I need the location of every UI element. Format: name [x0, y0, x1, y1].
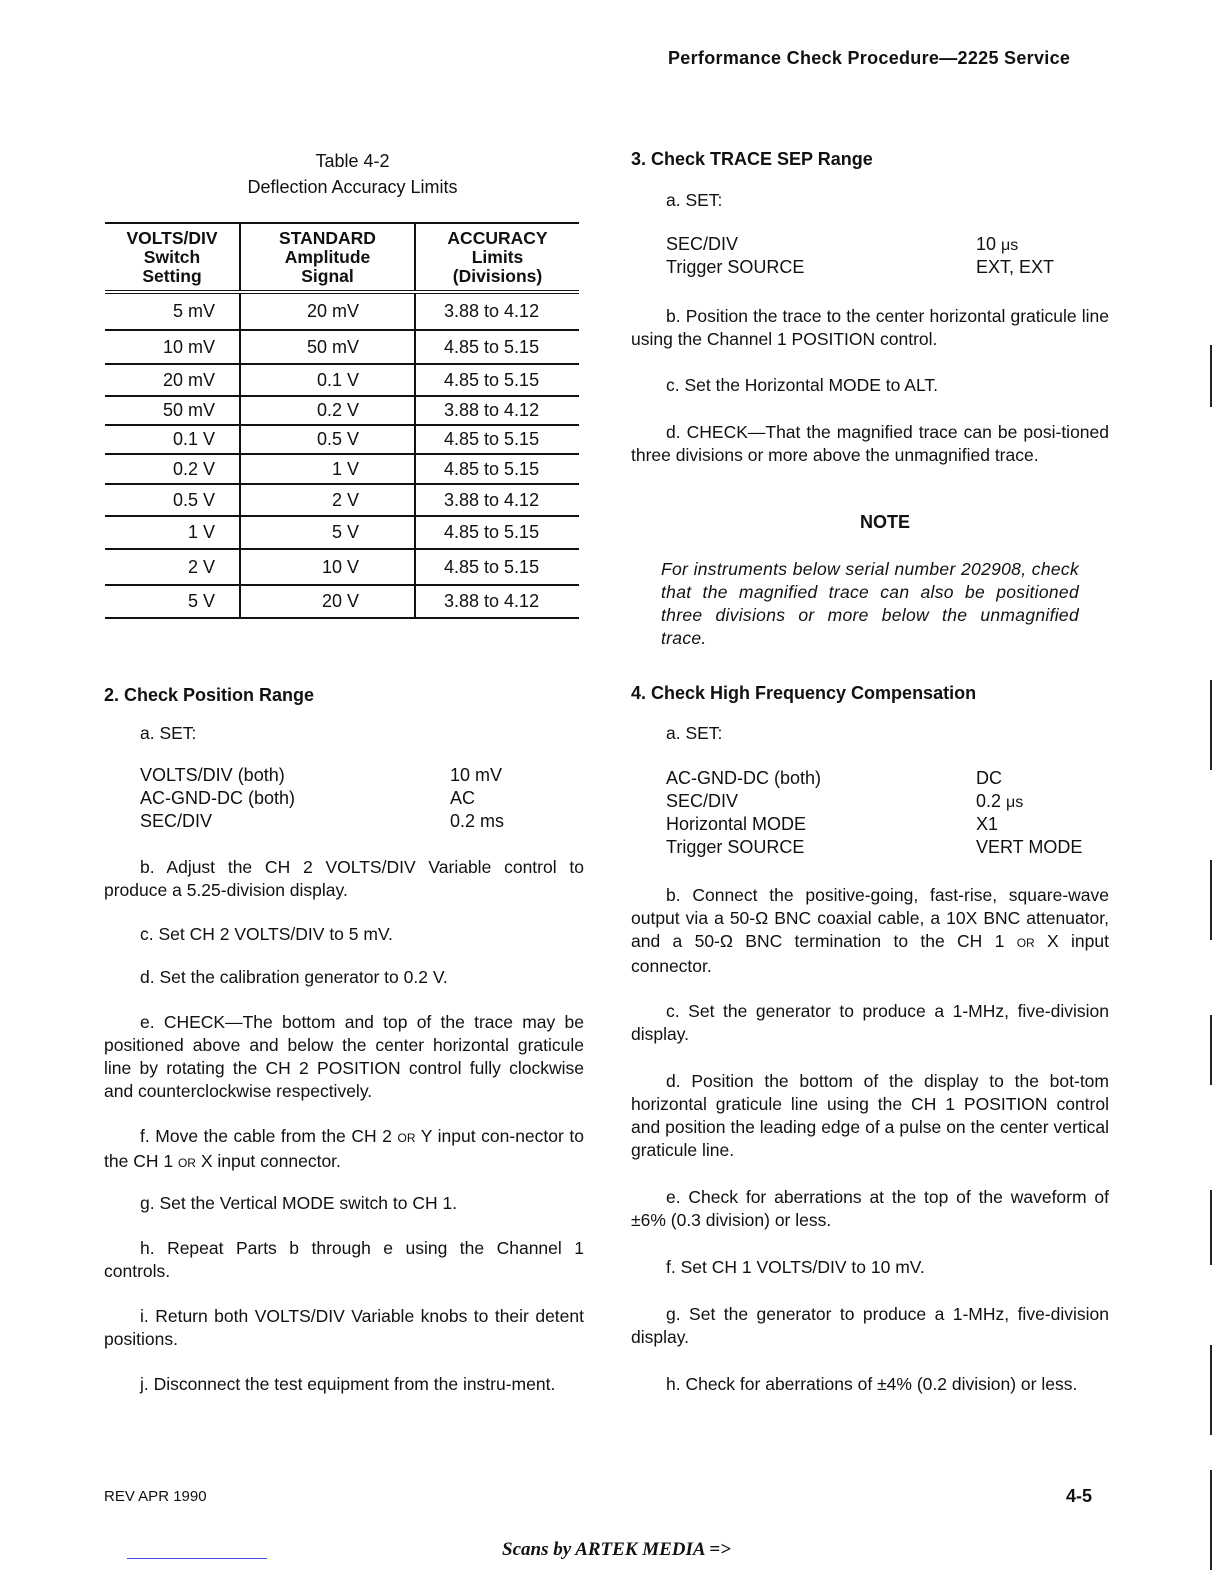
- column-header-standard: [240, 223, 415, 292]
- section-3-title: 3. Check TRACE SEP Range: [631, 149, 873, 169]
- table-row: [105, 454, 579, 484]
- table-cell: 0.2 V: [105, 454, 240, 484]
- table-cell: 0.5 V: [105, 484, 240, 516]
- scan-edge-mark: [1210, 680, 1212, 770]
- section-4-step-a: a. SET:: [666, 723, 723, 743]
- revision-date: REV APR 1990: [104, 1488, 207, 1505]
- table-cell: 0.5 V: [240, 425, 415, 454]
- table-cell: 1 V: [105, 516, 240, 549]
- step-f-text: X input connector.: [200, 1151, 341, 1171]
- table-number: Table 4-2: [315, 151, 390, 171]
- table-cell: 50 mV: [240, 330, 415, 364]
- section-2-step-j: j. Disconnect the test equipment from the instru-ment.: [140, 1374, 556, 1394]
- table-cell: 10 V: [240, 549, 415, 585]
- table-row: [105, 330, 579, 364]
- table-row: [105, 549, 579, 585]
- setting-value: AC: [450, 788, 476, 808]
- section-3-step-b: b. Position the trace to the center horizontal graticule line using the Channel 1 POSITION control.: [631, 306, 1109, 349]
- table-cell: 10 mV: [105, 330, 240, 364]
- section-2-step-f: [104, 1125, 584, 1175]
- header-line: Limits: [471, 247, 524, 267]
- table-row: [105, 484, 579, 516]
- step-b-text: X input connector.: [631, 931, 1109, 976]
- or-small-caps: OR: [1016, 936, 1035, 950]
- step-f-text: f. Move the cable from the CH 2: [140, 1126, 392, 1146]
- note-text: For instruments below serial number 202908, check that the magnified trace can also be positioned three divisions or more below the unmagnified trace.: [661, 559, 1079, 648]
- section-2-step-a: a. SET:: [140, 723, 197, 743]
- table-cell: 0.2 V: [240, 396, 415, 425]
- table-cell: 3.88 to 4.12: [415, 292, 579, 330]
- section-3-step-d: d. CHECK—That the magnified trace can be posi-tioned three divisions or more above the unmagnified trace.: [631, 422, 1109, 465]
- setting-row: [140, 764, 580, 787]
- column-header-accuracy: [415, 223, 579, 292]
- scans-credit: Scans by ARTEK MEDIA =>: [502, 1539, 731, 1560]
- value-number: 0.2: [976, 791, 1002, 811]
- setting-name: AC-GND-DC (both): [666, 768, 822, 788]
- table-cell: 20 mV: [105, 364, 240, 396]
- deflection-accuracy-table: [105, 222, 579, 619]
- setting-value: 10 mV: [450, 765, 503, 785]
- page-number: 4-5: [1066, 1486, 1093, 1506]
- header-line: VOLTS/DIV: [126, 228, 218, 248]
- table-caption: [190, 148, 515, 200]
- header-line: ACCURACY: [447, 228, 548, 248]
- setting-name: SEC/DIV: [666, 791, 739, 811]
- setting-value: [976, 790, 1023, 814]
- setting-name: AC-GND-DC (both): [140, 788, 296, 808]
- section-2-title: 2. Check Position Range: [104, 685, 315, 705]
- table-cell: 20 V: [240, 585, 415, 618]
- or-small-caps: OR: [177, 1156, 196, 1170]
- section-3-step-a: a. SET:: [666, 190, 723, 210]
- scan-edge-mark: [1210, 1345, 1212, 1435]
- table-cell: 5 V: [240, 516, 415, 549]
- section-2-step-h: h. Repeat Parts b through e using the Channel 1 controls.: [104, 1238, 584, 1281]
- section-2-step-b: b. Adjust the CH 2 VOLTS/DIV Variable control to produce a 5.25-division display.: [104, 857, 584, 900]
- section-2-step-c: c. Set CH 2 VOLTS/DIV to 5 mV.: [140, 924, 393, 944]
- setting-value: X1: [976, 814, 999, 834]
- table-title: Deflection Accuracy Limits: [247, 177, 458, 197]
- section-4-settings: [666, 767, 1106, 859]
- section-3-settings: [666, 233, 1106, 279]
- table-cell: 20 mV: [240, 292, 415, 330]
- table-cell: 5 mV: [105, 292, 240, 330]
- table-cell: 4.85 to 5.15: [415, 330, 579, 364]
- table-row: [105, 364, 579, 396]
- section-4-title: 4. Check High Frequency Compensation: [631, 683, 977, 703]
- table-cell: 0.1 V: [240, 364, 415, 396]
- scan-edge-mark: [1210, 1470, 1212, 1570]
- setting-name: SEC/DIV: [666, 234, 739, 254]
- table-row: [105, 585, 579, 618]
- table-row: [105, 516, 579, 549]
- header-line: Setting: [142, 266, 202, 286]
- setting-name: Trigger SOURCE: [666, 837, 805, 857]
- section-4-step-d: d. Position the bottom of the display to the bot-tom horizontal graticule line using the CH 1 POSITION control and position the leading edge of a pulse on the center vertical graticule line.: [631, 1071, 1109, 1160]
- step-f-text: Y input con-nector to the CH 1: [104, 1126, 584, 1171]
- table-cell: 0.1 V: [105, 425, 240, 454]
- section-4-step-g: g. Set the generator to produce a 1-MHz, five-division display.: [631, 1304, 1109, 1347]
- setting-row: [666, 813, 1106, 836]
- table-cell: 4.85 to 5.15: [415, 364, 579, 396]
- table-header-row: [105, 223, 579, 292]
- setting-row: [666, 767, 1106, 790]
- header-line: Amplitude: [284, 247, 371, 267]
- scan-edge-mark: [1210, 1190, 1212, 1265]
- table-cell: 4.85 to 5.15: [415, 516, 579, 549]
- or-small-caps: OR: [397, 1131, 416, 1145]
- setting-row: [666, 233, 1106, 256]
- value-unit: μs: [1001, 237, 1019, 254]
- setting-row: [140, 787, 580, 810]
- value-unit: μs: [1006, 794, 1024, 811]
- step-b-text: b. Connect the positive-going, fast-rise, square-wave output via a 50-Ω BNC coaxial cable, a 10X BNC attenuator, and a 50-Ω BNC termination to the CH 1: [631, 885, 1109, 951]
- table-cell: 5 V: [105, 585, 240, 618]
- table-cell: 4.85 to 5.15: [415, 454, 579, 484]
- table-cell: 2 V: [105, 549, 240, 585]
- header-line: Switch: [143, 247, 201, 267]
- setting-row: [666, 256, 1106, 279]
- underline-divider: [127, 1558, 267, 1559]
- section-2-step-e: e. CHECK—The bottom and top of the trace may be positioned above and below the center horizontal graticule line by rotating the CH 2 POSITION control fully clockwise and counterclockwise respectively.: [104, 1012, 584, 1101]
- setting-name: SEC/DIV: [140, 811, 213, 831]
- setting-value: 0.2 ms: [450, 811, 505, 831]
- setting-row: [666, 836, 1106, 859]
- header-line: (Divisions): [452, 266, 543, 286]
- section-4-step-f: f. Set CH 1 VOLTS/DIV to 10 mV.: [666, 1257, 925, 1277]
- section-3-step-c: c. Set the Horizontal MODE to ALT.: [666, 375, 939, 395]
- setting-value: DC: [976, 768, 1002, 788]
- table-row: [105, 425, 579, 454]
- section-2-step-d: d. Set the calibration generator to 0.2 V.: [140, 967, 448, 987]
- scan-edge-mark: [1210, 345, 1212, 407]
- setting-name: Trigger SOURCE: [666, 257, 805, 277]
- section-4-step-c: c. Set the generator to produce a 1-MHz, five-division display.: [631, 1001, 1109, 1044]
- section-2-settings: [140, 764, 580, 833]
- table-row: [105, 396, 579, 425]
- setting-value: [976, 233, 1018, 257]
- table-cell: 4.85 to 5.15: [415, 425, 579, 454]
- scan-edge-mark: [1210, 1015, 1212, 1085]
- section-2-step-i: i. Return both VOLTS/DIV Variable knobs to their detent positions.: [104, 1306, 584, 1349]
- column-header-volts-div: [105, 223, 240, 292]
- setting-name: Horizontal MODE: [666, 814, 807, 834]
- table-cell: 3.88 to 4.12: [415, 484, 579, 516]
- page-header: Performance Check Procedure—2225 Service: [668, 48, 1071, 68]
- table-cell: 4.85 to 5.15: [415, 549, 579, 585]
- table-row: [105, 292, 579, 330]
- section-4-step-b: [631, 884, 1109, 978]
- setting-row: [666, 790, 1106, 813]
- scan-edge-mark: [1210, 860, 1212, 940]
- setting-value: EXT, EXT: [976, 257, 1055, 277]
- setting-row: [140, 810, 580, 833]
- table-cell: 50 mV: [105, 396, 240, 425]
- header-line: STANDARD: [279, 228, 376, 248]
- table-cell: 3.88 to 4.12: [415, 585, 579, 618]
- table-cell: 2 V: [240, 484, 415, 516]
- section-4-step-e: e. Check for aberrations at the top of the waveform of ±6% (0.3 division) or less.: [631, 1187, 1109, 1230]
- note-heading: NOTE: [859, 512, 910, 532]
- section-4-step-h: h. Check for aberrations of ±4% (0.2 division) or less.: [666, 1374, 1078, 1394]
- section-2-step-g: g. Set the Vertical MODE switch to CH 1.: [140, 1193, 458, 1213]
- setting-value: VERT MODE: [976, 837, 1083, 857]
- table-cell: 1 V: [240, 454, 415, 484]
- header-line: Signal: [301, 266, 354, 286]
- setting-name: VOLTS/DIV (both): [140, 765, 285, 785]
- table-cell: 3.88 to 4.12: [415, 396, 579, 425]
- value-number: 10: [976, 234, 997, 254]
